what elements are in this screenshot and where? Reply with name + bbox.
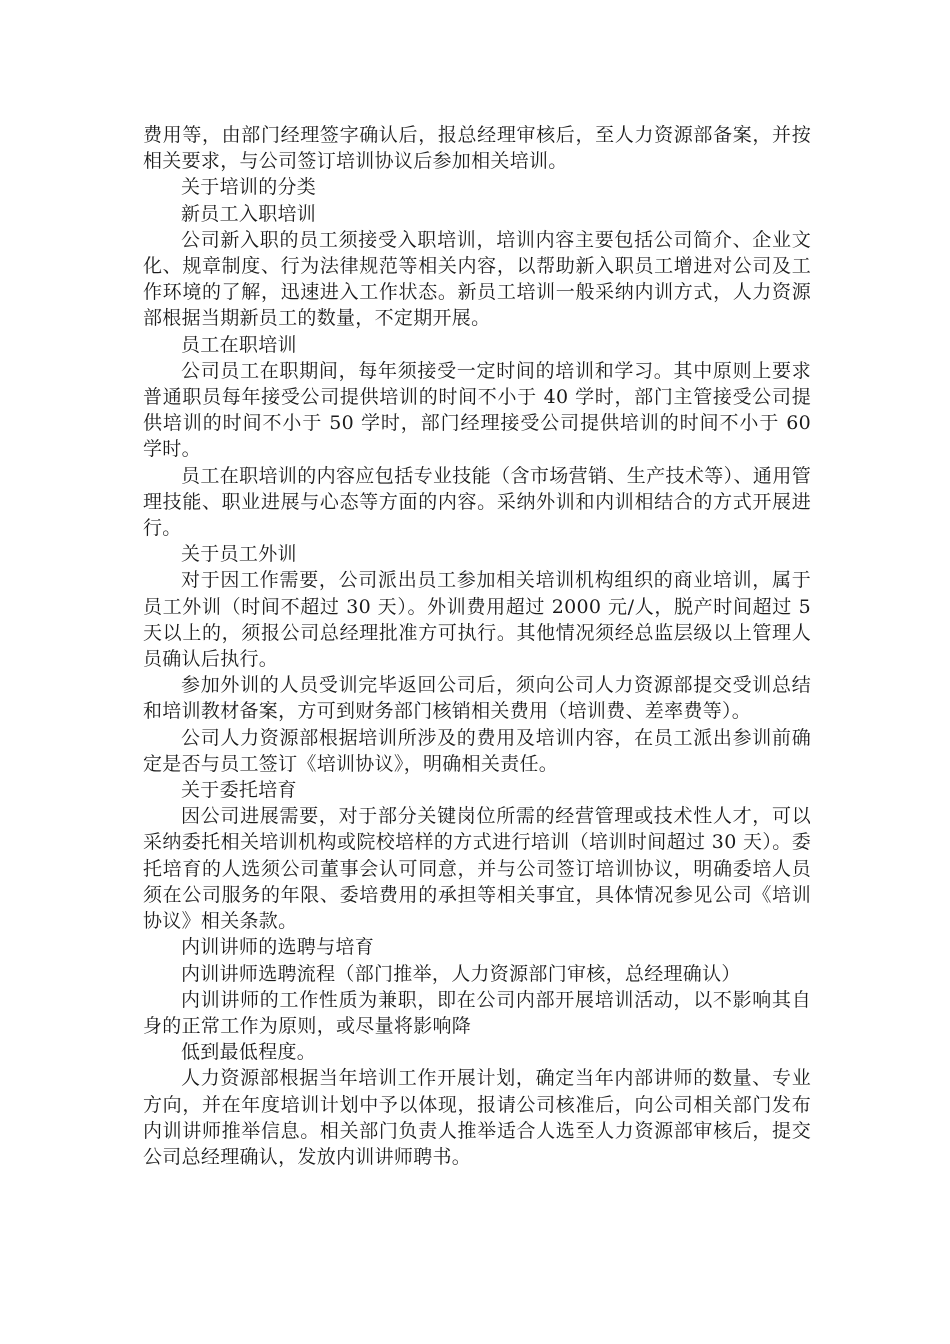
paragraph: 内训讲师的工作性质为兼职，即在公司内部开展培训活动，以不影响其自身的正常工作为原则，或尽量将影响降 [143, 988, 811, 1037]
paragraph: 对于因工作需要，公司派出员工参加相关培训机构组织的商业培训，属于员工外训（时间不超过 30 天）。外训费用超过 2000 元/人，脱产时间超过 5 天以上的，须报公司总经理批准方可执行。其他情况须经总监层级以上管理人员确认后执行。 [143, 569, 811, 671]
paragraph: 费用等，由部门经理签字确认后，报总经理审核后，至人力资源部备案，并按相关要求，与公司签订培训协议后参加相关培训。 [143, 124, 811, 173]
paragraph: 低到最低程度。 [181, 1041, 317, 1064]
paragraph: 内训讲师选聘流程（部门推举，人力资源部门审核，总经理确认） [181, 962, 741, 985]
paragraph: 参加外训的人员受训完毕返回公司后，须向公司人力资源部提交受训总结和培训教材备案，方可到财务部门核销相关费用（培训费、差率费等）。 [143, 674, 811, 723]
paragraph: 人力资源部根据当年培训工作开展计划，确定当年内部讲师的数量、专业方向，并在年度培训计划中予以体现，报请公司核准后，向公司相关部门发布内训讲师推举信息。相关部门负责人推举适合人选至人力资源部审核后，提交公司总经理确认，发放内训讲师聘书。 [143, 1067, 811, 1168]
paragraph: 公司人力资源部根据培训所涉及的费用及培训内容，在员工派出参训前确定是否与员工签订《培训协议》，明确相关责任。 [143, 726, 811, 775]
section-heading: 员工在职培训 [181, 333, 297, 356]
paragraph: 公司员工在职期间，每年须接受一定时间的培训和学习。其中原则上要求普通职员每年接受公司提供培训的时间不小于 40 学时，部门主管接受公司提供培训的时间不小于 50 学时，部门经理接受公司提供培训的时间不小于 60 学时。 [143, 359, 811, 461]
section-heading: 新员工入职培训 [181, 202, 317, 225]
paragraph: 员工在职培训的内容应包括专业技能（含市场营销、生产技术等）、通用管理技能、职业进展与心态等方面的内容。采纳外训和内训相结合的方式开展进行。 [143, 464, 811, 540]
section-heading: 关于员工外训 [181, 543, 297, 566]
paragraph: 公司新入职的员工须接受入职培训，培训内容主要包括公司简介、企业文化、规章制度、行为法律规范等相关内容，以帮助新入职员工增进对公司及工作环境的了解，迅速进入工作状态。新员工培训一般采纳内训方式，人力资源部根据当期新员工的数量，不定期开展。 [143, 228, 811, 330]
section-heading: 关于培训的分类 [181, 176, 317, 199]
section-heading: 关于委托培育 [181, 779, 297, 802]
section-heading: 内训讲师的选聘与培育 [181, 936, 375, 959]
document-body [143, 122, 811, 1170]
paragraph: 因公司进展需要，对于部分关键岗位所需的经营管理或技术性人才，可以采纳委托相关培训机构或院校培样的方式进行培训（培训时间超过 30 天）。委托培育的人选须公司董事会认可同意，并与公司签订培训协议，明确委培人员须在公司服务的年限、委培费用的承担等相关事宜，具体情况参见公司《培训协议》相关条款。 [143, 805, 811, 933]
